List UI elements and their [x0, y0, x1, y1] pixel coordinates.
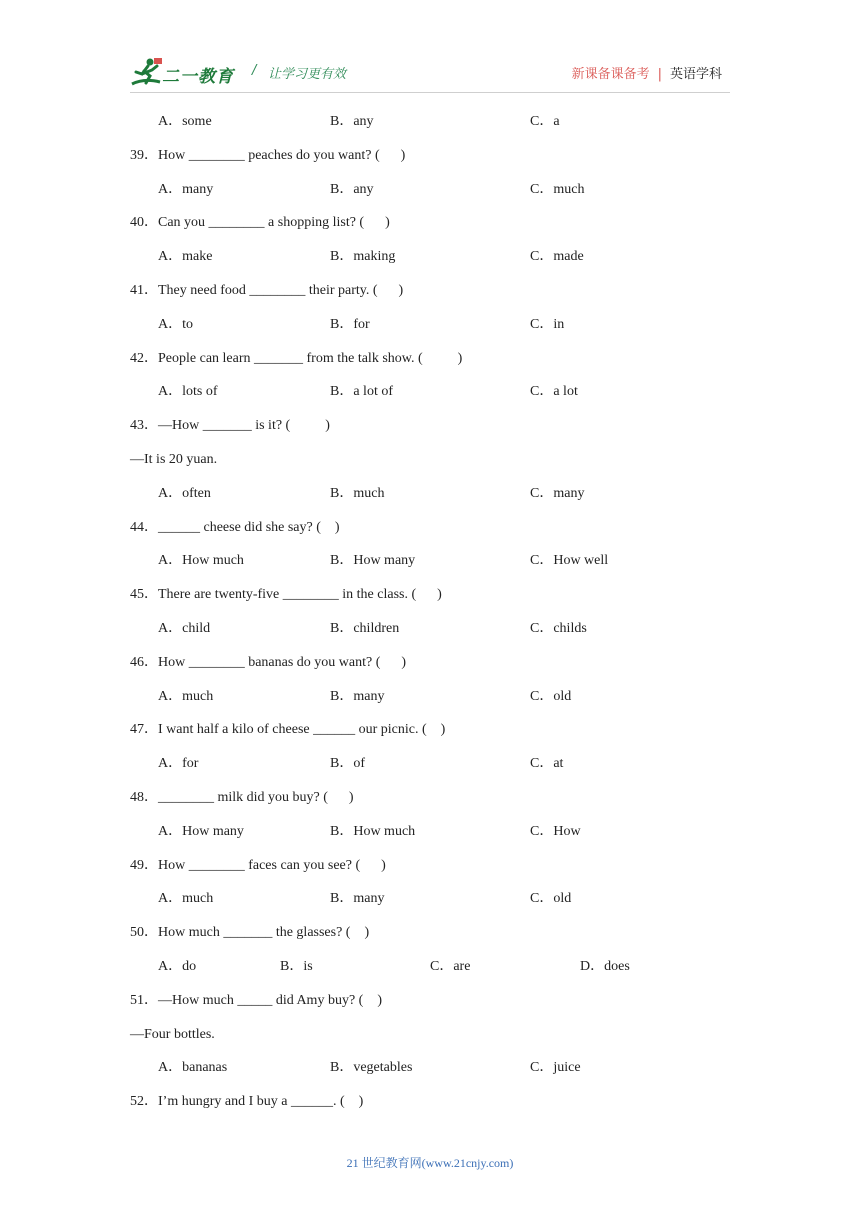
option-c: C．How — [530, 823, 581, 839]
option-b: B．many — [330, 891, 385, 907]
option-a: A．often — [158, 485, 211, 501]
option-c: C．old — [530, 891, 572, 907]
slogan-separator: / — [252, 63, 257, 78]
option-row — [130, 382, 750, 416]
option-row — [130, 687, 750, 721]
header-right — [572, 63, 722, 82]
option-row — [130, 484, 750, 518]
option-c: C．a lot — [530, 384, 578, 400]
option-c: C．childs — [530, 620, 587, 636]
option-c: C．are — [430, 958, 471, 974]
course-label: 新课备课备考 — [571, 67, 650, 82]
logo-text: 二一教育 — [162, 67, 234, 87]
option-b: B．for — [330, 316, 370, 332]
option-b: B．any — [330, 114, 374, 129]
option-a: A．some — [158, 114, 212, 129]
option-b: B．vegetables — [330, 1060, 413, 1076]
slogan: 让学习更有效 — [268, 67, 347, 82]
option-a: A．child — [158, 620, 211, 636]
footer-source: 21 世纪教育网(www.21cnjy.com) — [346, 1156, 514, 1170]
dialogue-line: —It is 20 yuan. — [130, 451, 218, 467]
option-row — [130, 754, 750, 788]
option-c: C．many — [530, 485, 585, 501]
option-b: B．any — [330, 181, 374, 197]
option-c: C．How well — [530, 553, 609, 569]
option-b: B．of — [330, 756, 365, 772]
option-b: B．How many — [330, 553, 416, 569]
option-c: C．made — [530, 249, 584, 265]
option-row — [130, 551, 750, 585]
option-a: A．do — [158, 958, 197, 974]
option-b: B．How much — [330, 823, 416, 839]
option-b: B．much — [330, 485, 385, 501]
question-stem: 47．I want half a kilo of cheese ______ our picnic. ( ) — [130, 722, 446, 738]
option-row — [130, 957, 750, 991]
option-c: C．at — [530, 756, 564, 772]
option-b: B．making — [330, 249, 396, 265]
option-c: C．juice — [530, 1060, 581, 1076]
option-d: D．does — [580, 958, 630, 974]
question-list — [130, 112, 750, 1126]
question-stem: 44．______ cheese did she say? ( ) — [130, 519, 340, 535]
option-a: A．bananas — [158, 1060, 228, 1076]
option-a: A．many — [158, 181, 214, 197]
question-stem: 43．—How _______ is it? ( ) — [130, 418, 330, 434]
option-c: C．a — [530, 114, 560, 129]
option-a: A．How many — [158, 823, 244, 839]
option-row — [130, 247, 750, 281]
question-stem: 46．How ________ bananas do you want? ( ) — [130, 654, 407, 670]
option-row — [130, 822, 750, 856]
question-stem: 40．Can you ________ a shopping list? ( ) — [130, 215, 390, 231]
option-a: A．lots of — [158, 384, 218, 400]
option-c: C．much — [530, 181, 585, 197]
option-row — [130, 315, 750, 349]
option-c: C．old — [530, 688, 572, 704]
option-a: A．to — [158, 316, 193, 332]
option-c: C．in — [530, 316, 565, 332]
question-stem: 41．They need food ________ their party. ( ) — [130, 282, 404, 298]
header-separator: | — [657, 67, 662, 82]
question-stem: 50．How much _______ the glasses? ( ) — [130, 925, 370, 941]
option-row — [130, 1058, 750, 1092]
logo — [130, 56, 240, 90]
page-header — [130, 56, 730, 92]
question-stem: 49．How ________ faces can you see? ( ) — [130, 857, 386, 873]
option-a: A．much — [158, 891, 214, 907]
header-rule — [130, 92, 730, 93]
subject-label: 英语学科 — [669, 67, 722, 82]
runner-logo-icon — [130, 56, 164, 90]
question-stem: 51．—How much _____ did Amy buy? ( ) — [130, 992, 382, 1008]
question-stem: 48．________ milk did you buy? ( ) — [130, 789, 354, 805]
dialogue-line: —Four bottles. — [130, 1026, 215, 1042]
question-stem: 39．How ________ peaches do you want? ( ) — [130, 147, 406, 163]
option-row — [130, 889, 750, 923]
option-b: B．many — [330, 688, 385, 704]
option-a: A．How much — [158, 553, 244, 569]
option-a: A．much — [158, 688, 214, 704]
question-stem: 42．People can learn _______ from the talk show. ( ) — [130, 350, 463, 366]
option-row — [130, 112, 750, 146]
question-stem: 52．I’m hungry and I buy a ______. ( ) — [130, 1094, 364, 1110]
option-row — [130, 619, 750, 653]
question-stem: 45．There are twenty-five ________ in the class. ( ) — [130, 587, 442, 603]
option-row — [130, 180, 750, 214]
option-b: B．a lot of — [330, 384, 393, 400]
option-b: B．is — [280, 958, 313, 974]
option-b: B．children — [330, 620, 400, 636]
option-a: A．make — [158, 249, 213, 265]
option-a: A．for — [158, 756, 199, 772]
